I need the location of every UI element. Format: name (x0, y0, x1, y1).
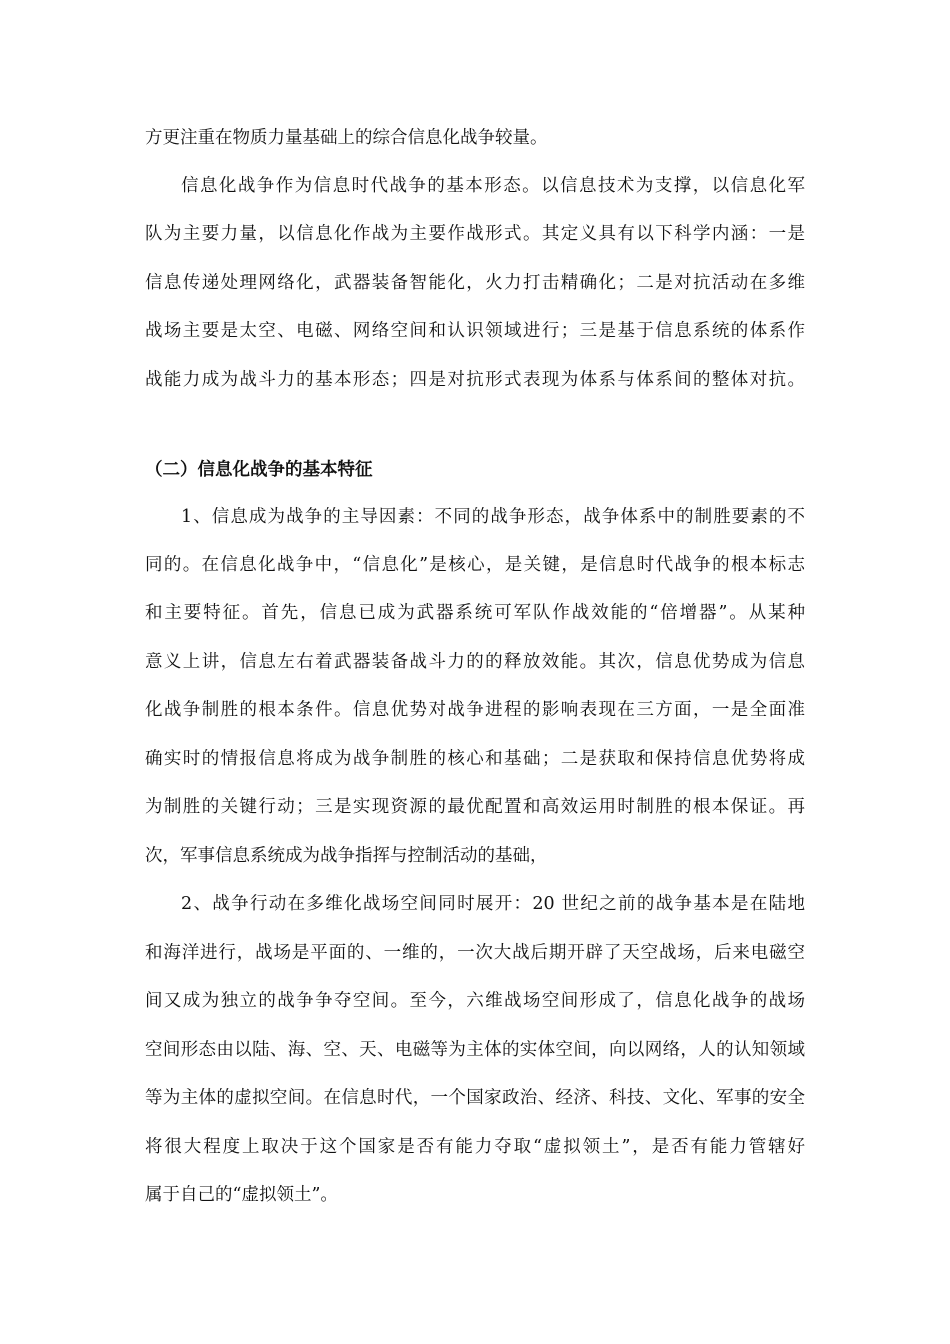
para2-line: 意义上讲，信息左右着武器装备战斗力的的释放效能。其次，信息优势成为信息 (145, 652, 805, 672)
para1-line: 队为主要力量，以信息化作战为主要作战形式。其定义具有以下科学内涵：一是 (145, 224, 805, 244)
para3-line: 等为主体的虚拟空间。在信息时代，一个国家政治、经济、科技、文化、军事的安全 (145, 1088, 805, 1108)
para1-line: 战能力成为战斗力的基本形态；四是对抗形式表现为体系与体系间的整体对抗。 (145, 370, 805, 390)
para3-line: 属于自己的“虚拟领土”。 (145, 1185, 338, 1205)
para2-line: 确实时的情报信息将成为战争制胜的核心和基础；二是获取和保持信息优势将成 (145, 749, 805, 769)
para2-line: 为制胜的关键行动；三是实现资源的最优配置和高效运用时制胜的根本保证。再 (145, 797, 805, 817)
para3-line: 将很大程度上取决于这个国家是否有能力夺取“虚拟领土”，是否有能力管辖好 (145, 1137, 805, 1157)
para3-line: 空间形态由以陆、海、空、天、电磁等为主体的实体空间，向以网络，人的认知领域 (145, 1040, 805, 1060)
para2-line: 1、信息成为战争的主导因素：不同的战争形态，战争体系中的制胜要素的不 (181, 507, 805, 527)
para1-line: 信息化战争作为信息时代战争的基本形态。以信息技术为支撑，以信息化军 (181, 176, 805, 196)
para3-line: 间又成为独立的战争争夺空间。至今，六维战场空间形成了，信息化战争的战场 (145, 991, 805, 1011)
para3-line: 和海洋进行，战场是平面的、一维的，一次大战后期开辟了天空战场，后来电磁空 (145, 943, 805, 963)
para2-line: 次，军事信息系统成为战争指挥与控制活动的基础， (145, 846, 548, 866)
para1-line: 信息传递处理网络化，武器装备智能化，火力打击精确化；二是对抗活动在多维 (145, 273, 805, 293)
para2-line: 化战争制胜的根本条件。信息优势对战争进程的影响表现在三方面，一是全面准 (145, 700, 805, 720)
section-heading: （二）信息化战争的基本特征 (145, 460, 373, 480)
para2-line: 同的。在信息化战争中，“信息化”是核心，是关键，是信息时代战争的根本标志 (145, 555, 805, 575)
para2-line: 和主要特征。首先，信息已成为武器系统可军队作战效能的“倍增器”。从某种 (145, 603, 805, 623)
para1-line: 战场主要是太空、电磁、网络空间和认识领域进行；三是基于信息系统的体系作 (145, 321, 805, 341)
para3-line: 2、战争行动在多维化战场空间同时展开：20 世纪之前的战争基本是在陆地 (181, 894, 805, 914)
intro-line: 方更注重在物质力量基础上的综合信息化战争较量。 (145, 128, 548, 148)
